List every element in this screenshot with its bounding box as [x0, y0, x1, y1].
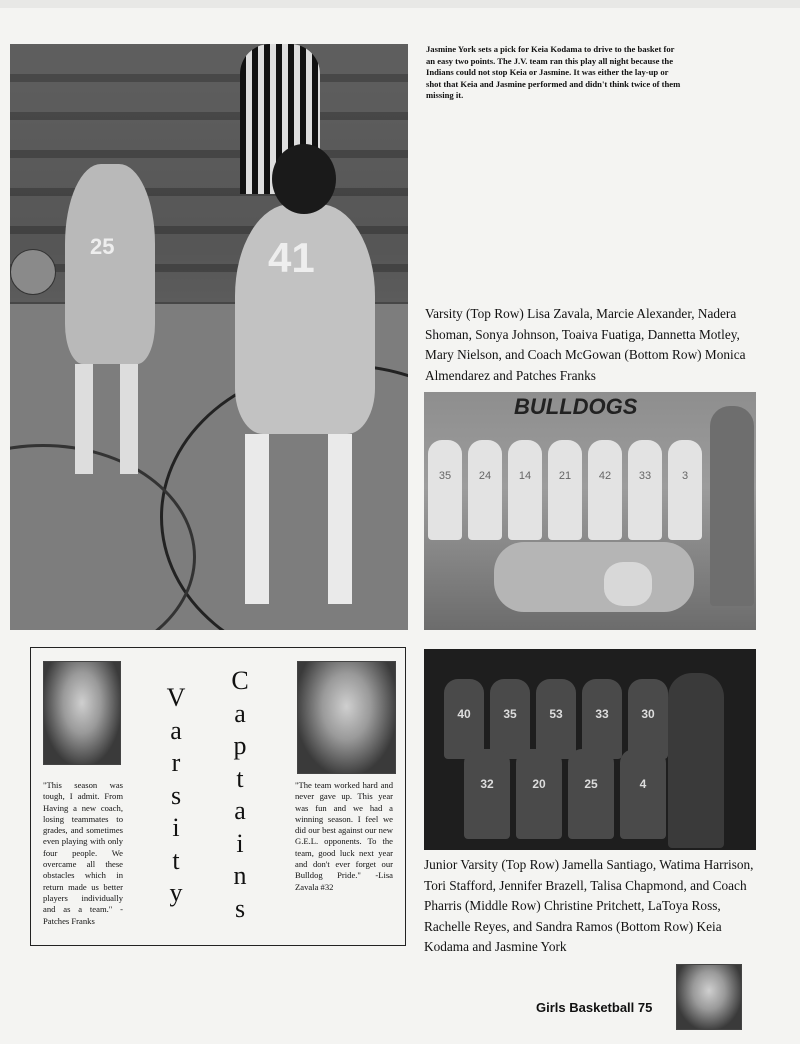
- page-footer-label: Girls Basketball 75: [536, 1000, 653, 1015]
- captains-letter: p: [233, 731, 247, 760]
- jv-jersey-number: 40: [457, 707, 471, 721]
- jv-player: [620, 749, 666, 839]
- action-photo-caption: Jasmine York sets a pick for Keia Kodama to drive to the basket for an easy two points. The J.V. team ran this play all night because the Indians could not stop Keia or Jasmine. It was either the lay-up or shot that Keia and Jasmine performed and didn't think twice of them missing it.: [426, 44, 681, 100]
- jv-jersey-number: 4: [639, 777, 647, 791]
- jv-players: [444, 679, 684, 849]
- varsity-player: [508, 440, 542, 540]
- coach-pharris: [668, 673, 724, 848]
- varsity-letter: a: [170, 715, 182, 745]
- captains-letter: t: [236, 763, 244, 793]
- jv-team-photo: [424, 649, 756, 850]
- jv-jersey-number: 25: [584, 777, 598, 791]
- varsity-jersey-number: 35: [438, 470, 452, 482]
- action-photo: [10, 44, 408, 630]
- bulldogs-banner: BULLDOGS: [514, 394, 638, 419]
- jv-player: [628, 679, 668, 759]
- captains-letter: s: [234, 893, 246, 923]
- varsity-jersey-number: 21: [558, 470, 572, 482]
- jv-jersey-number: 32: [480, 777, 494, 791]
- varsity-caption: Varsity (Top Row) Lisa Zavala, Marcie Alexander, Nadera Shoman, Sonya Johnson, Toaiva Fuatiga, Dannetta Motley, Mary Nielson, and Coach McGowan (Bottom Row) Monica Almendarez and Patches Franks: [425, 306, 746, 383]
- jv-jersey-number: 33: [595, 707, 609, 721]
- page-edge: [0, 0, 800, 8]
- varsity-vertical-word: [161, 682, 191, 910]
- varsity-player: [468, 440, 502, 540]
- jv-player: [490, 679, 530, 759]
- quote-lisa-zavala: "The team worked hard and never gave up. This year was fun and we had a winning season. I feel we did our best against our new G.E.L. opponents. To the team, good luck next year and don't ever forget our Bulldog Pride." -Lisa Zavala #32: [295, 780, 393, 892]
- jv-jersey-number: 35: [503, 707, 517, 721]
- portrait-lisa-zavala: [297, 661, 396, 774]
- varsity-player: [548, 440, 582, 540]
- varsity-player: [628, 440, 662, 540]
- captains-letter: a: [234, 796, 246, 825]
- jv-jersey-number: 30: [641, 707, 655, 721]
- quote-patches-franks: "This season was tough, I admit. From Having a new coach, losing teammates to grades, and sometimes even playing with only four people. We overcame all these obstacles which in return made us better players individually and as a team." - Patches Franks: [43, 780, 123, 926]
- varsity-player: [588, 440, 622, 540]
- jersey-number-25: 25: [90, 234, 115, 259]
- varsity-captains-box: [30, 647, 406, 946]
- varsity-letter: r: [171, 748, 181, 777]
- varsity-jersey-number: 24: [478, 470, 492, 482]
- captains-vertical-word: [225, 665, 255, 925]
- captains-letter: a: [234, 698, 246, 728]
- captains-letter: n: [233, 861, 247, 890]
- jersey-number-41: 41: [268, 234, 315, 281]
- jv-caption: Junior Varsity (Top Row) Jamella Santiago, Watima Harrison, Tori Stafford, Jennifer Brazell, Talisa Chapmond, and Coach Pharris (Middle Row) Christine Pritchett, LaToya Ross, Rachelle Reyes, and Sandra Ramos (Bottom Row) Keia Kodama and Jasmine York: [424, 857, 754, 954]
- portrait-patches-franks: [43, 661, 121, 765]
- captains-letter: i: [236, 828, 244, 858]
- varsity-letter: V: [166, 683, 186, 712]
- varsity-bottom-row: [494, 542, 694, 612]
- varsity-letter: s: [170, 780, 182, 810]
- jv-jersey-number: 53: [549, 707, 563, 721]
- bulldog-mascot: [604, 562, 652, 606]
- basketball: [10, 249, 56, 295]
- varsity-player: [668, 440, 702, 540]
- varsity-letter: y: [169, 878, 183, 907]
- varsity-letter: i: [172, 813, 180, 842]
- coach-mcgowan: [710, 406, 754, 606]
- jv-jersey-number: 20: [532, 777, 546, 791]
- jv-player: [516, 749, 562, 839]
- varsity-team-photo: [424, 392, 756, 630]
- jv-player: [464, 749, 510, 839]
- jv-player: [568, 749, 614, 839]
- captains-letter: C: [231, 666, 249, 695]
- varsity-jersey-number: 14: [518, 470, 532, 482]
- jv-player: [536, 679, 576, 759]
- varsity-player: [428, 440, 462, 540]
- jv-player: [582, 679, 622, 759]
- varsity-jersey-number: 3: [681, 470, 689, 482]
- jv-player: [444, 679, 484, 759]
- footer-portrait: [676, 964, 742, 1030]
- varsity-jersey-number: 42: [598, 470, 612, 482]
- player-25: [65, 164, 155, 364]
- varsity-letter: t: [172, 845, 180, 875]
- varsity-jersey-number: 33: [638, 470, 652, 482]
